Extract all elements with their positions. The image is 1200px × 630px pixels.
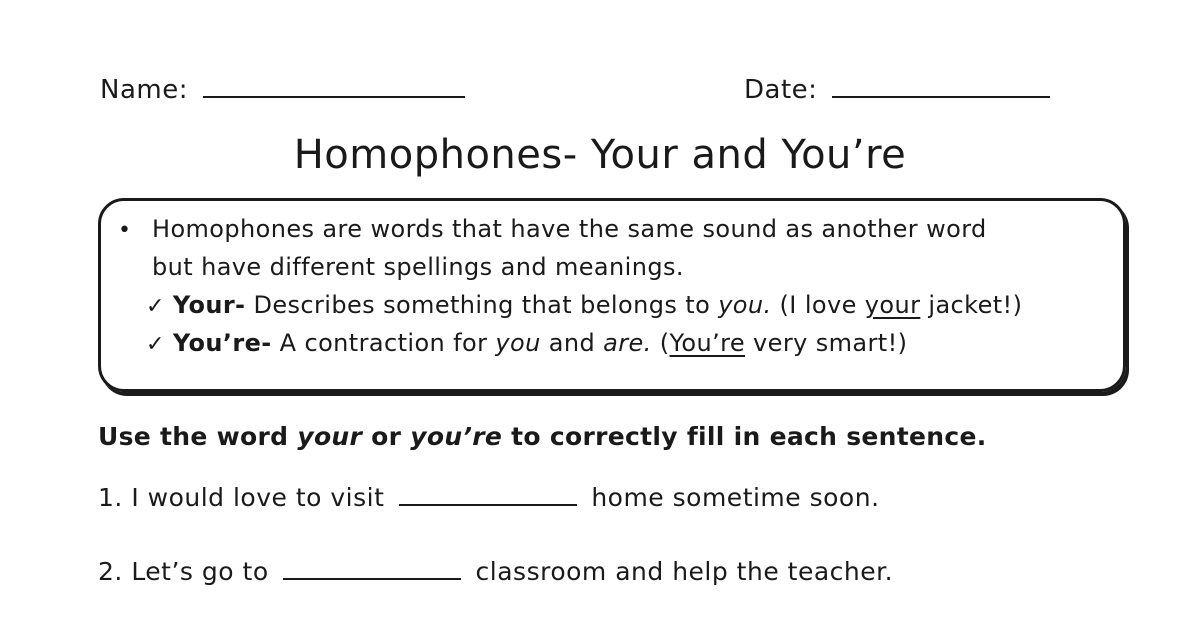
question-1: [98, 482, 880, 512]
instruction-text: to correctly fill in each sentence.: [502, 422, 987, 451]
definition-item-your: [146, 286, 1022, 326]
instruction-text: Use the word: [98, 422, 298, 451]
desc-part: (: [651, 329, 670, 357]
name-row: [100, 74, 465, 105]
desc-part: Describes something that belongs to: [245, 291, 719, 319]
desc-part: (I love: [771, 291, 865, 319]
desc-part: A contraction for: [271, 329, 496, 357]
desc-italic: you.: [718, 291, 772, 319]
desc-part: very smart!): [745, 329, 908, 357]
checkmark-icon: ✓: [146, 332, 165, 357]
name-blank[interactable]: [203, 74, 465, 98]
question-text-after: classroom and help the teacher.: [475, 557, 894, 586]
question-2: [98, 556, 893, 586]
desc-part: and: [540, 329, 604, 357]
question-text-before: I would love to visit: [131, 483, 385, 512]
definition-text-line2: but have different spellings and meanings.: [152, 253, 684, 281]
instruction-text: or: [362, 422, 411, 451]
definition-bullet: [118, 210, 131, 250]
question-number: 1.: [98, 483, 123, 512]
date-label: Date:: [744, 75, 818, 105]
example-word: You’re: [669, 329, 746, 357]
date-row: [744, 74, 1050, 105]
desc-part: jacket!): [920, 291, 1023, 319]
instruction: [98, 422, 987, 451]
question-text-before: Let’s go to: [131, 557, 269, 586]
date-blank[interactable]: [832, 74, 1050, 98]
page-title: Homophones- Your and You’re: [293, 132, 907, 178]
bullet-icon: •: [118, 218, 132, 243]
name-label: Name:: [100, 75, 188, 105]
instruction-word: your: [297, 422, 363, 451]
example-word: your: [864, 291, 921, 319]
desc-italic: you: [495, 329, 541, 357]
instruction-word: you’re: [410, 422, 503, 451]
desc-italic: are.: [603, 329, 652, 357]
checkmark-icon: ✓: [146, 294, 165, 319]
term-your: Your-: [172, 291, 246, 319]
answer-blank[interactable]: [283, 556, 461, 580]
question-number: 2.: [98, 557, 123, 586]
answer-blank[interactable]: [399, 482, 577, 506]
question-text-after: home sometime soon.: [591, 483, 880, 512]
definition-text-line1: Homophones are words that have the same sound as another word: [152, 215, 987, 243]
term-youre: You’re-: [172, 329, 272, 357]
definition-item-youre: [146, 324, 907, 364]
